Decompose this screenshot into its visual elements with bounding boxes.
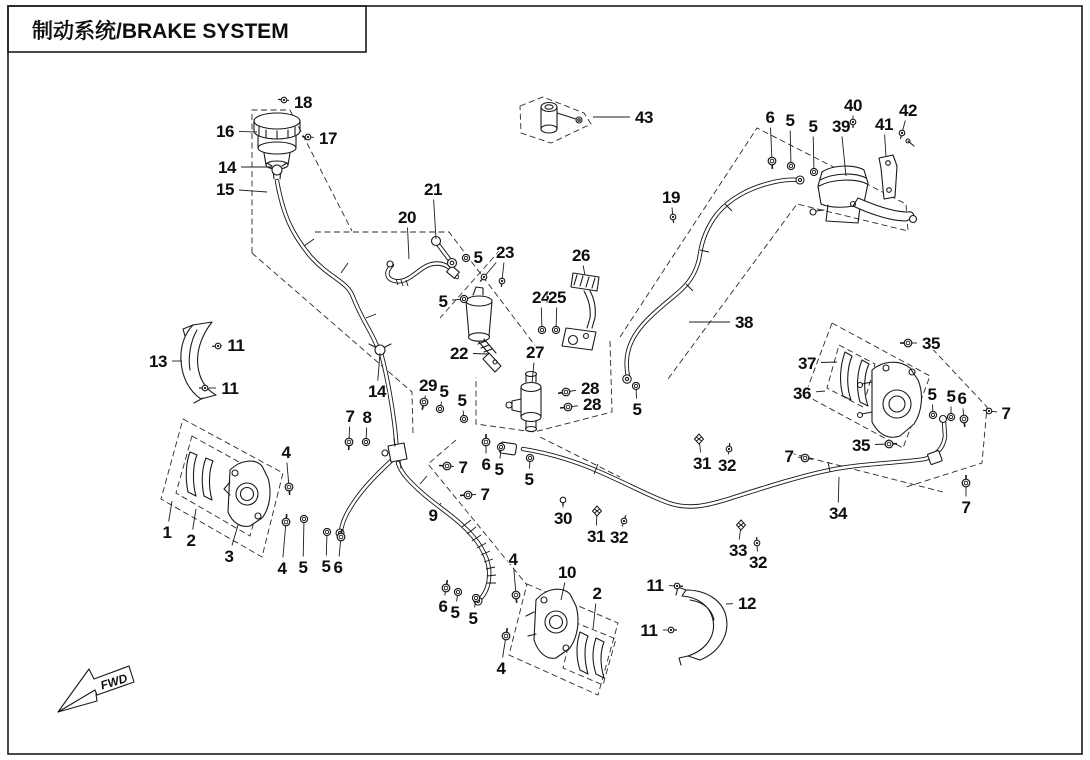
- callout-42: 42: [898, 101, 918, 120]
- bolt-glyph: [439, 462, 451, 470]
- callout-35: 35: [851, 436, 871, 455]
- callout-5: 5: [298, 558, 308, 577]
- bolt-glyph: [801, 454, 813, 462]
- bolt-glyph: [768, 157, 776, 169]
- clamp-glyph: [695, 434, 704, 444]
- callout-5: 5: [524, 470, 534, 489]
- brake-pad: [841, 352, 852, 400]
- callout-4: 4: [277, 559, 287, 578]
- callout-8: 8: [362, 408, 372, 427]
- junction-valve-27: [506, 372, 541, 432]
- callout-5: 5: [946, 387, 956, 406]
- callout-27: 27: [525, 343, 545, 362]
- leader-line: [378, 353, 380, 381]
- screw-glyph: [754, 537, 760, 546]
- callout-4: 4: [281, 443, 291, 462]
- rear-master-cylinder-22: [466, 287, 501, 372]
- screw-glyph: [621, 515, 627, 524]
- leader-line: [771, 128, 773, 162]
- callout-13: 13: [148, 352, 168, 371]
- fwd-marker: [58, 666, 134, 712]
- callout-5: 5: [632, 400, 642, 419]
- clamp-glyph: [593, 506, 602, 516]
- callout-5: 5: [450, 603, 460, 622]
- callout-7: 7: [961, 498, 971, 517]
- callout-38: 38: [734, 313, 754, 332]
- callout-32: 32: [748, 553, 768, 572]
- washer-glyph: [538, 326, 545, 333]
- callout-7: 7: [345, 407, 355, 426]
- washer-glyph: [300, 515, 307, 522]
- screw-glyph: [499, 278, 505, 287]
- callout-16: 16: [215, 122, 235, 141]
- callout-29: 29: [418, 376, 438, 395]
- callout-41: 41: [874, 115, 894, 134]
- callout-31: 31: [692, 454, 712, 473]
- washer-glyph: [362, 438, 369, 445]
- washer-glyph: [810, 168, 817, 175]
- leader-line: [239, 190, 267, 192]
- washer-glyph: [526, 454, 533, 461]
- leader-line: [532, 363, 534, 384]
- washer-glyph: [454, 588, 461, 595]
- callout-34: 34: [828, 504, 848, 523]
- leader-line: [790, 131, 791, 167]
- callout-11: 11: [221, 379, 239, 398]
- callout-5: 5: [473, 248, 483, 267]
- callout-39: 39: [831, 117, 851, 136]
- callout-3: 3: [224, 547, 234, 566]
- callout-6: 6: [957, 389, 967, 408]
- callout-20: 20: [397, 208, 417, 227]
- clamp-glyph: [737, 520, 746, 530]
- left-caliper-assembly: [186, 452, 270, 526]
- leader-line: [593, 604, 596, 630]
- callout-9: 9: [428, 506, 438, 525]
- callout-2: 2: [186, 531, 196, 550]
- callout-40: 40: [843, 96, 863, 115]
- leader-line: [434, 200, 436, 240]
- callout-5: 5: [321, 557, 331, 576]
- callout-4: 4: [496, 659, 506, 678]
- page-title: 制动系统/BRAKE SYSTEM: [32, 20, 289, 43]
- front-master-cylinder-39: [810, 139, 917, 223]
- bolt-glyph: [558, 388, 570, 396]
- brake-pad: [593, 638, 604, 678]
- bolt-glyph: [460, 491, 472, 499]
- bolt-glyph: [960, 415, 968, 427]
- leader-line: [283, 522, 286, 558]
- callout-37: 37: [797, 354, 817, 373]
- callout-6: 6: [333, 558, 343, 577]
- bolt-glyph: [512, 591, 520, 603]
- callout-4: 4: [508, 550, 518, 569]
- callout-7: 7: [784, 447, 794, 466]
- callout-15: 15: [215, 180, 235, 199]
- reservoir-hose-15: [277, 181, 397, 448]
- callout-22: 22: [449, 344, 469, 363]
- callout-5: 5: [457, 391, 467, 410]
- washer-glyph: [462, 254, 469, 261]
- bolt-glyph: [282, 514, 290, 526]
- leader-line: [239, 131, 257, 132]
- callout-5: 5: [785, 111, 795, 130]
- callout-36: 36: [792, 384, 812, 403]
- caliper-guard-13: [181, 322, 216, 403]
- callout-21: 21: [423, 180, 443, 199]
- callout-14: 14: [217, 158, 237, 177]
- screw-glyph: [983, 408, 992, 414]
- washer-glyph: [632, 382, 639, 389]
- callout-1: 1: [162, 523, 172, 542]
- brake-lever: [853, 198, 914, 221]
- washer-glyph: [497, 443, 504, 450]
- bolt-glyph: [420, 398, 428, 410]
- leader-line: [408, 228, 410, 260]
- washer-glyph: [947, 413, 954, 420]
- screw-glyph: [850, 119, 856, 128]
- callout-11: 11: [640, 621, 658, 640]
- leader-line: [813, 137, 814, 173]
- title-block: [8, 6, 366, 52]
- leader-line: [303, 519, 304, 557]
- washer-glyph: [436, 405, 443, 412]
- brake-pedal-26: [562, 273, 599, 350]
- callout-7: 7: [458, 458, 468, 477]
- callout-5: 5: [468, 609, 478, 628]
- callout-5: 5: [927, 385, 937, 404]
- callout-7: 7: [480, 485, 490, 504]
- callout-11: 11: [227, 336, 245, 355]
- callout-7: 7: [1001, 404, 1011, 423]
- screw-glyph: [212, 343, 221, 349]
- callout-12: 12: [737, 594, 757, 613]
- leader-line: [440, 503, 441, 505]
- bolt-glyph: [442, 580, 450, 592]
- bolt-glyph: [962, 475, 970, 487]
- screw-glyph: [278, 97, 287, 103]
- callout-18: 18: [293, 93, 313, 112]
- switch-bracket-43: [541, 103, 582, 134]
- callout-5: 5: [808, 117, 818, 136]
- callout-5: 5: [494, 460, 504, 479]
- screw-glyph: [726, 443, 732, 452]
- callout-35: 35: [921, 334, 941, 353]
- bolt-glyph: [345, 438, 353, 450]
- washer-glyph: [552, 326, 559, 333]
- brake-pad: [577, 632, 588, 674]
- left-caliper-hose: [341, 461, 391, 531]
- callout-32: 32: [717, 456, 737, 475]
- bolt-glyph: [482, 434, 490, 446]
- callout-24: 24: [531, 288, 551, 307]
- leader-line: [583, 266, 585, 276]
- clip-glyph: [560, 497, 566, 505]
- washer-glyph: [323, 528, 330, 535]
- leader-line: [816, 391, 825, 392]
- screw-glyph: [668, 627, 677, 633]
- caliper-guard-12: [676, 587, 727, 665]
- callout-5: 5: [439, 382, 449, 401]
- callout-11: 11: [646, 576, 664, 595]
- fwd-label: FWD: [98, 671, 130, 693]
- front-hose-38: [627, 180, 799, 377]
- callout-10: 10: [557, 563, 577, 582]
- brake-pad: [186, 452, 197, 496]
- callout-19: 19: [661, 188, 681, 207]
- screw-glyph: [670, 214, 676, 223]
- screw-glyph: [899, 130, 905, 139]
- leader-line: [885, 135, 886, 158]
- callout-6: 6: [765, 108, 775, 127]
- callout-5: 5: [438, 292, 448, 311]
- bolt-glyph: [885, 440, 897, 448]
- brake-pad: [202, 458, 213, 500]
- callout-23: 23: [495, 243, 515, 262]
- callout-14: 14: [367, 382, 387, 401]
- callout-17: 17: [318, 129, 338, 148]
- hose-clamp-14: [267, 163, 287, 175]
- callout-28: 28: [582, 395, 602, 414]
- bolt-glyph: [502, 628, 510, 640]
- washer-glyph: [460, 415, 467, 422]
- caliper-body-3: [228, 461, 270, 526]
- callout-30: 30: [553, 509, 573, 528]
- bolt-glyph: [900, 339, 912, 347]
- leader-line: [473, 354, 489, 355]
- washer-glyph: [929, 411, 936, 418]
- callout-31: 31: [586, 527, 606, 546]
- callout-6: 6: [481, 455, 491, 474]
- bolt-glyph: [560, 403, 572, 411]
- callout-28: 28: [580, 379, 600, 398]
- callout-43: 43: [634, 108, 654, 127]
- callout-33: 33: [728, 541, 748, 560]
- leader-line: [821, 362, 837, 363]
- washer-glyph: [472, 594, 479, 601]
- callout-32: 32: [609, 528, 629, 547]
- callout-2: 2: [592, 584, 602, 603]
- bolt-glyph: [285, 483, 293, 495]
- callout-6: 6: [438, 597, 448, 616]
- callout-25: 25: [547, 288, 567, 307]
- washer-glyph: [460, 295, 467, 302]
- callout-26: 26: [571, 246, 591, 265]
- washer-glyph: [787, 162, 794, 169]
- leader-line: [838, 477, 839, 503]
